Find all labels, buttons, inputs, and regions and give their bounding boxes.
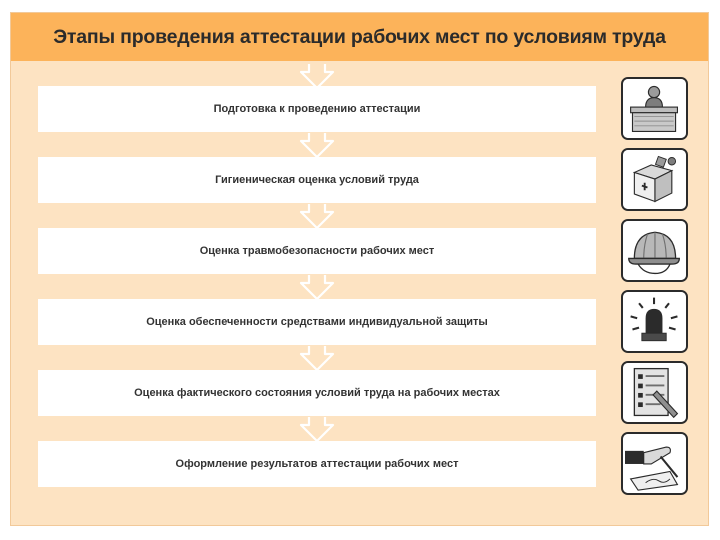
warning-beacon-icon bbox=[621, 290, 688, 353]
meeting-desk-icon bbox=[621, 77, 688, 140]
stage-box-5 bbox=[38, 370, 596, 416]
first-aid-box-icon bbox=[621, 148, 688, 211]
stage-box-2 bbox=[38, 157, 596, 203]
hard-hat-icon bbox=[621, 219, 688, 282]
stage-box-4 bbox=[38, 299, 596, 345]
stage-label: Подготовка к проведению аттестации bbox=[213, 103, 421, 115]
stage-label: Оценка фактического состояния условий труда на рабочих местах bbox=[134, 387, 500, 399]
stage-box-1 bbox=[38, 86, 596, 132]
signing-document-icon bbox=[621, 432, 688, 495]
stage-label: Оформление результатов аттестации рабочих мест bbox=[175, 458, 459, 470]
checklist-icon bbox=[621, 361, 688, 424]
diagram-title: Этапы проведения аттестации рабочих мест по условиям труда bbox=[53, 25, 666, 48]
stage-label: Оценка обеспеченности средствами индивидуальной защиты bbox=[146, 316, 488, 328]
stage-box-6 bbox=[38, 441, 596, 487]
stage-box-3 bbox=[38, 228, 596, 274]
stage-label: Гигиеническая оценка условий труда bbox=[215, 174, 419, 186]
stage-label: Оценка травмобезопасности рабочих мест bbox=[199, 245, 435, 257]
title-bar bbox=[11, 13, 708, 61]
